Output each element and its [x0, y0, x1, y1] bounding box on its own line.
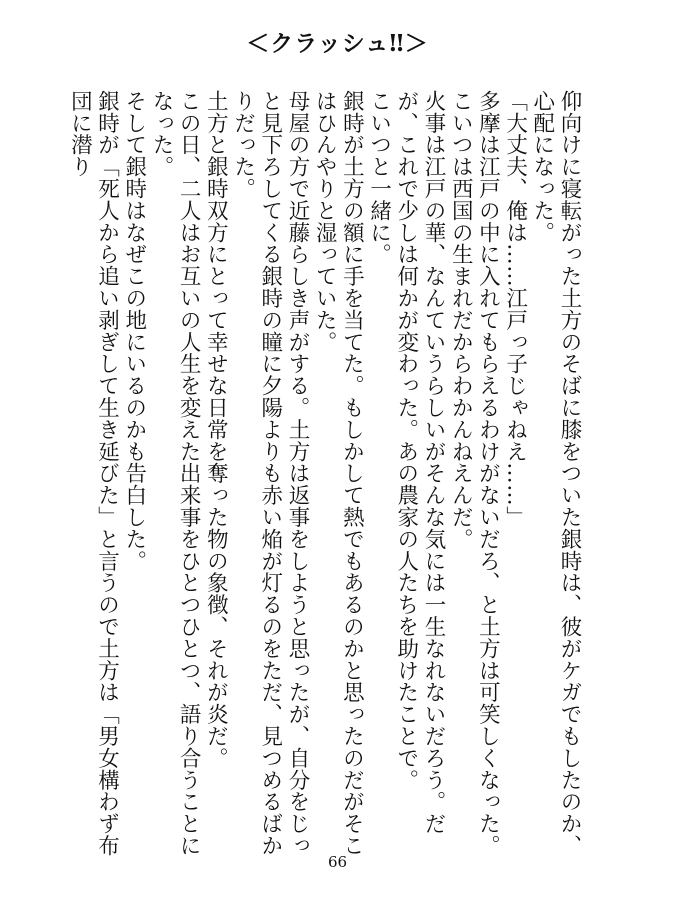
- paragraph: 銀時が「死人から追い剥ぎして生き延びた」と言うので土方は「男女構わず布団に潜り: [67, 90, 120, 857]
- paragraph: 土方と銀時双方にとって幸せな日常を奪った物の象徴、それが炎だ。: [203, 90, 229, 769]
- paragraph: 多摩は江戸の中に入れてもらえるわけがないだろ、と土方は可笑しくなった。こいつは西国の生まれだからわかんねえんだ。: [448, 90, 501, 857]
- paragraph: そして銀時はなぜこの地にいるのかも告白した。: [121, 90, 147, 572]
- paragraph: 銀時が土方の額に手を当てた。もしかして熱でもあるのかと思ったのだがそこはひんやりと湿っていた。: [312, 90, 365, 857]
- paragraph: 火事は江戸の華、なんていうらしいがそんな気には一生なれないだろう。だが、これで少しは何かが変わった。あの農家の人たちを助けたことで。: [393, 90, 446, 835]
- paragraph: 「大丈夫、俺は……江戸っ子じゃねえ……」: [502, 90, 528, 528]
- chapter-title: ＜クラッシュ‼＞: [246, 30, 429, 57]
- paragraph: 母屋の方で近藤らしき声がする。土方は返事をしようと思ったが、自分をじっと見下ろしてくる銀時の瞳に夕陽よりも赤い焔が灯るのをただ、見つめるばかりだった。: [230, 90, 310, 857]
- paragraph: こいつと一緒に。: [366, 90, 392, 266]
- page-number: 66: [327, 853, 348, 871]
- paragraph: この日、二人はお互いの人生を変えた出来事をひとつひとつ、語り合うことになった。: [148, 90, 202, 857]
- paragraph: 仰向けに寝転がった土方のそばに膝をついた銀時は、彼がケガでもしたのか、心配になった。: [529, 90, 582, 857]
- body-text: [67, 90, 583, 865]
